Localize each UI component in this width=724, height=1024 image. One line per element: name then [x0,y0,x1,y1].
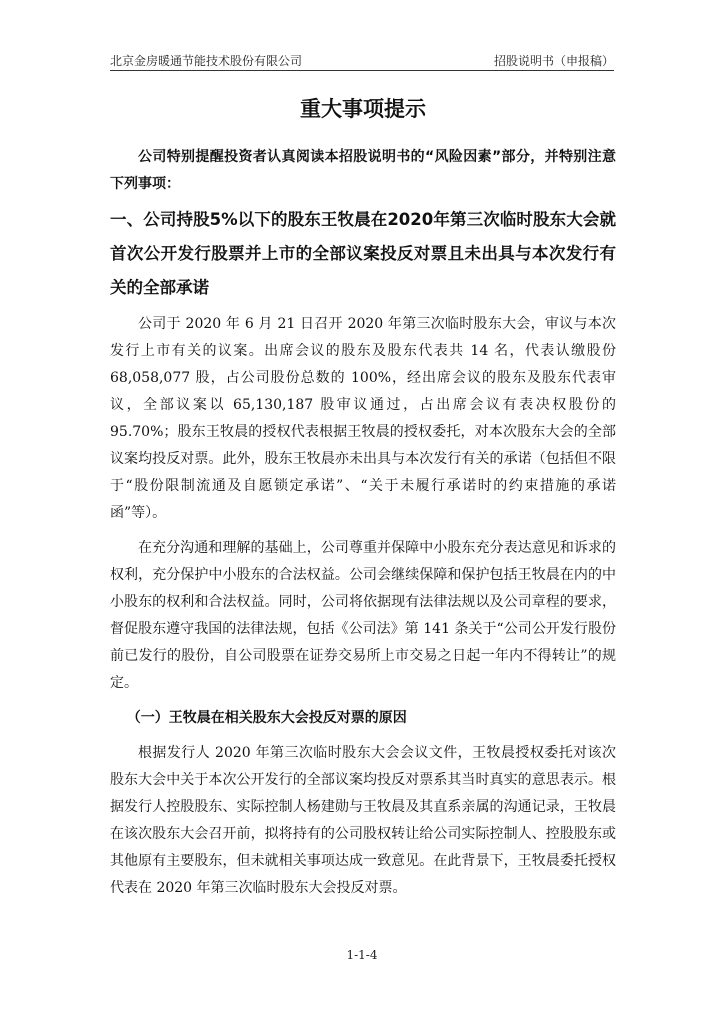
intro-notice: 公司特别提醒投资者认真阅读本招股说明书的“风险因素”部分，并特别注意下列事项： [110,149,616,192]
section1-paragraph-2: 在充分沟通和理解的基础上，公司尊重并保障中小股东充分表达意见和诉求的权利，充分保护中小股东的合法权益。公司会继续保障和保护包括王牧晨在内的中小股东的权利和合法权益。同时，公司将依据现有法律法规以及公司章程的要求，督促股东遵守我国的法律法规，包括《公司法》第 141 条关于“公司公开发行股份前已发行的股份，自公司股票在证券交易所上市交易之日起一年内不得转让”的规定。 [110,540,616,691]
page-title: 重大事项提示 [300,97,426,121]
section-heading-1: 一、公司持股5%以下的股东王牧晨在2020年第三次临时股东大会就首次公开发行股票并上市的全部议案投反对票且未出具与本次发行有关的全部承诺 [110,210,616,297]
header-company-name: 北京金房暖通节能技术股份有限公司 [110,54,303,68]
section1-paragraph-1: 公司于 2020 年 6 月 21 日召开 2020 年第三次临时股东大会，审议与本次发行上市有关的议案。出席会议的股东及股东代表共 14 名，代表认缴股份 68,058,077 股，占公司股份总数的 100%，经出席会议的股东及股东代表审议，全部议案以 65,130,187 股审议通过，占出席会议有表决权股份的 95.70%；股东王牧晨的授权代表根据王牧晨的授权委托，对本次股东大会的全部议案均投反对票。此外，股东王牧晨亦未出具与本次发行有关的承诺（包括但不限于“股份限制流通及自愿锁定承诺”、“关于未履行承诺时的约束措施的承诺函”等）。 [110,316,616,521]
page-number: 1-1-4 [346,948,378,962]
header-document-type: 招股说明书（申报稿） [493,54,614,68]
subsection-heading-1: （一）王牧晨在相关股东大会投反对票的原因 [126,710,407,726]
page-header [110,52,614,71]
page-content [110,94,616,910]
subsection1-paragraph-1: 根据发行人 2020 年第三次临时股东大会会议文件，王牧晨授权委托对该次股东大会中关于本次公开发行的全部议案均投反对票系其当时真实的意思表示。根据发行人控股股东、实际控制人杨建勋与王牧晨及其直系亲属的沟通记录，王牧晨在该次股东大会召开前，拟将持有的公司股权转让给公司实际控制人、控股股东或其他原有主要股东，但未就相关事项达成一致意见。在此背景下，王牧晨委托授权代表在 2020 年第三次临时股东大会投反对票。 [110,745,616,896]
